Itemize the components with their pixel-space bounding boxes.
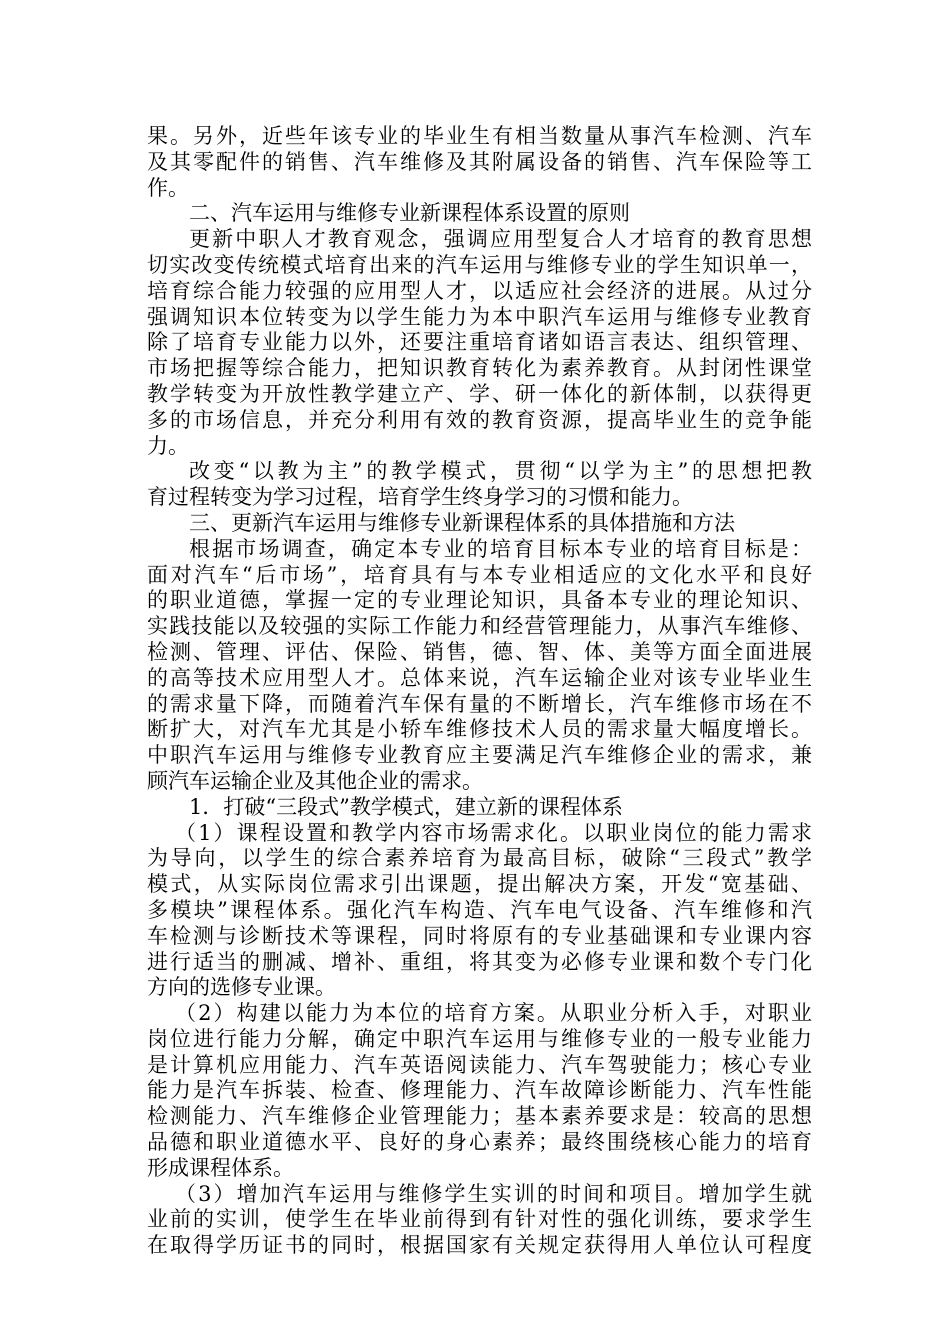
text-line: 实践技能以及较强的实际工作能力和经营管理能力，从事汽车维修、 xyxy=(147,614,812,639)
text-line: 的高等技术应用型人才。总体来说，汽车运输企业对该专业毕业生 xyxy=(147,665,812,690)
text-line: 二、汽车运用与维修专业新课程体系设置的原则 xyxy=(189,201,630,226)
text-line: 为导向，以学生的综合素养培育为最高目标，破除“三段式”教学 xyxy=(147,846,812,871)
text-line: 果。另外，近些年该专业的毕业生有相当数量从事汽车检测、汽车 xyxy=(147,124,812,148)
text-line: 力。 xyxy=(147,433,189,458)
text-line: 切实改变传统模式培育出来的汽车运用与维修专业的学生知识单一， xyxy=(147,252,812,277)
text-line: 根据市场调查，确定本专业的培育目标本专业的培育目标是： xyxy=(189,536,812,561)
text-line: 中职汽车运用与维修专业教育应主要满足汽车维修企业的需求，兼 xyxy=(147,743,812,768)
text-line: 断扩大，对汽车尤其是小轿车维修技术人员的需求量大幅度增长。 xyxy=(147,717,812,742)
text-line: 检测、管理、评估、保险、销售，德、智、体、美等方面全面进展 xyxy=(147,639,812,664)
text-line: 培育综合能力较强的应用型人才，以适应社会经济的进展。从过分 xyxy=(147,278,812,303)
text-line: （1）课程设置和教学内容市场需求化。以职业岗位的能力需求 xyxy=(175,820,812,845)
text-line: 业前的实训，使学生在毕业前得到有针对性的强化训练，要求学生 xyxy=(147,1207,812,1232)
text-line: 及其零配件的销售、汽车维修及其附属设备的销售、汽车保险等工 xyxy=(147,149,812,174)
text-line: 三、更新汽车运用与维修专业新课程体系的具体措施和方法 xyxy=(189,510,735,535)
text-line: 育过程转变为学习过程，培育学生终身学习的习惯和能力。 xyxy=(147,485,693,510)
text-line: 教学转变为开放性教学建立产、学、研一体化的新体制，以获得更 xyxy=(147,381,812,406)
text-line: 是计算机应用能力、汽车英语阅读能力、汽车驾驶能力；核心专业 xyxy=(147,1052,812,1077)
text-line: （3）增加汽车运用与维修学生实训的时间和项目。增加学生就 xyxy=(175,1181,812,1206)
text-line: 品德和职业道德水平、良好的身心素养；最终围绕核心能力的培育 xyxy=(147,1130,812,1155)
text-line: 顾汽车运输企业及其他企业的需求。 xyxy=(147,768,483,793)
text-line: 模式，从实际岗位需求引出课题，提出解决方案，开发“宽基础、 xyxy=(147,872,812,897)
text-line: 检测能力、汽车维修企业管理能力；基本素养要求是：较高的思想 xyxy=(147,1104,812,1129)
document-body xyxy=(147,124,812,1259)
text-line: 多模块”课程体系。强化汽车构造、汽车电气设备、汽车维修和汽 xyxy=(147,897,812,922)
text-line: 在取得学历证书的同时，根据国家有关规定获得用人单位认可程度 xyxy=(147,1233,812,1258)
text-line: 方向的选修专业课。 xyxy=(147,975,336,1000)
text-line: 进行适当的删减、增补、重组，将其变为必修专业课和数个专门化 xyxy=(147,949,812,974)
text-line: 的需求量下降，而随着汽车保有量的不断增长，汽车维修市场在不 xyxy=(147,691,812,716)
text-line: 的职业道德，掌握一定的专业理论知识，具备本专业的理论知识、 xyxy=(147,588,812,613)
text-line: 更新中职人才教育观念，强调应用型复合人才培育的教育思想 xyxy=(189,227,812,252)
text-line: 改变“以教为主”的教学模式，贯彻“以学为主”的思想把教 xyxy=(189,459,812,484)
text-line: 强调知识本位转变为以学生能力为本中职汽车运用与维修专业教育 xyxy=(147,304,812,329)
text-line: 能力是汽车拆装、检查、修理能力、汽车故障诊断能力、汽车性能 xyxy=(147,1078,812,1103)
text-line: 除了培育专业能力以外，还要注重培育诸如语言表达、组织管理、 xyxy=(147,330,812,355)
text-line: 面对汽车“后市场”，培育具有与本专业相适应的文化水平和良好 xyxy=(147,562,812,587)
text-line: 1．打破“三段式”教学模式，建立新的课程体系 xyxy=(189,794,623,819)
text-line: 岗位进行能力分解，确定中职汽车运用与维修专业的一般专业能力 xyxy=(147,1026,812,1051)
text-line: 作。 xyxy=(147,175,189,200)
text-line: 形成课程体系。 xyxy=(147,1155,294,1180)
text-line: （2）构建以能力为本位的培育方案。从职业分析入手，对职业 xyxy=(175,1001,812,1026)
text-line: 市场把握等综合能力，把知识教育转化为素养教育。从封闭性课堂 xyxy=(147,356,812,381)
text-line: 多的市场信息，并充分利用有效的教育资源，提高毕业生的竞争能 xyxy=(147,407,812,432)
text-line: 车检测与诊断技术等课程，同时将原有的专业基础课和专业课内容 xyxy=(147,923,812,948)
